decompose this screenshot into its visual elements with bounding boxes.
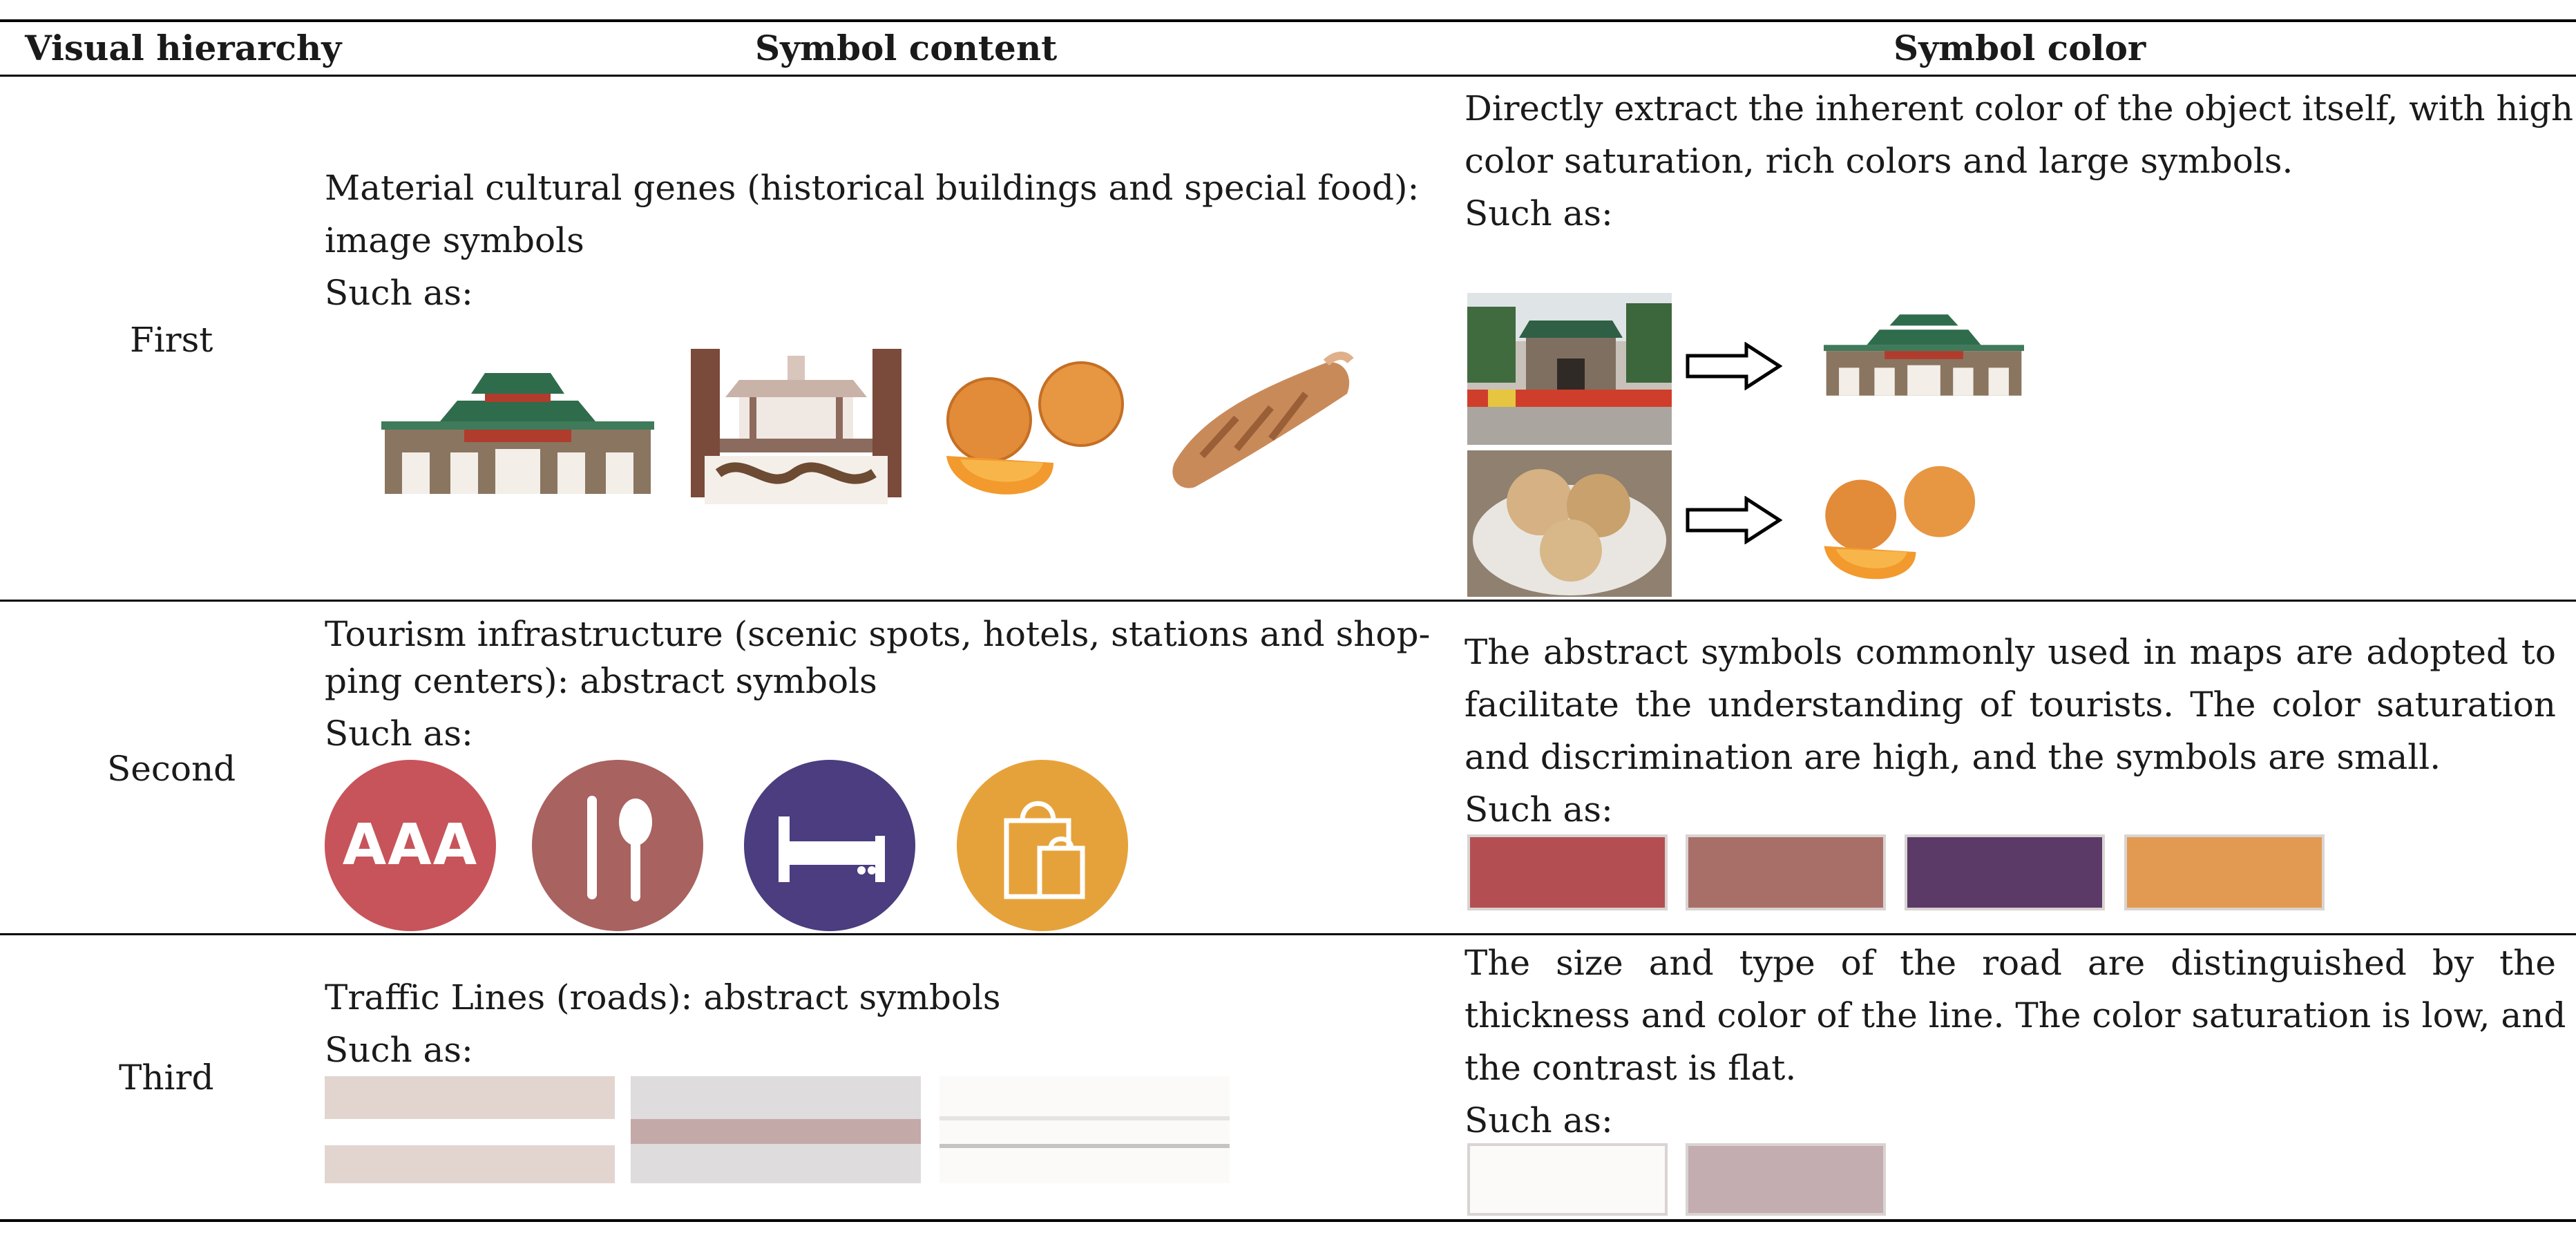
row1-color-line2: color saturation, rich colors and large symbols. [1464, 141, 2293, 181]
road-line-wide [325, 1076, 615, 1183]
row1-divider [0, 600, 2576, 602]
row3-color-line4: Such as: [1464, 1100, 1613, 1140]
bottom-rule [0, 1219, 2576, 1222]
row2-divider [0, 933, 2576, 935]
row3-color-line2: thickness and color of the line. The color saturation is low, and [1464, 995, 2566, 1035]
gate-photo [1467, 293, 1672, 445]
header-rule [0, 75, 2576, 77]
row1-content-line1: Material cultural genes (historical buildings and special food): [325, 168, 1420, 208]
row3-content-line1: Traffic Lines (roads): abstract symbols [325, 977, 1001, 1017]
archway-gate-small-icon [1824, 314, 2024, 396]
color-swatch [1905, 834, 2105, 910]
shopping-bag-icon [957, 760, 1128, 931]
color-swatch [2124, 834, 2325, 910]
scenic-spot-label: AAA [342, 812, 479, 878]
row2-color-line3: and discrimination are high, and the symbols are small. [1464, 737, 2441, 777]
level-second: Second [107, 749, 236, 789]
road-line-medium [631, 1076, 921, 1183]
color-swatch [1467, 834, 1668, 910]
row2-content-line3: Such as: [325, 714, 473, 754]
top-rule [0, 19, 2576, 22]
row1-content-line2: image symbols [325, 220, 584, 260]
arrow-right-icon [1686, 496, 1782, 544]
row3-content-line2: Such as: [325, 1030, 473, 1070]
row2-color-line2: facilitate the understanding of tourists. The color saturation [1464, 685, 2556, 725]
row1-color-line3: Such as: [1464, 193, 1613, 233]
row2-color-line1: The abstract symbols commonly used in maps are adopted to [1464, 632, 2556, 672]
row1-content-line3: Such as: [325, 273, 473, 313]
arrow-right-icon [1686, 342, 1782, 390]
sesame-ball-small-icon [1818, 461, 1984, 589]
row1-color-line1: Directly extract the inherent color of the object itself, with high [1464, 88, 2573, 128]
hotel-bed-icon [744, 760, 915, 931]
scenic-spot-aaa-icon [325, 760, 496, 931]
sesame-photo [1467, 450, 1672, 597]
color-swatch [1686, 834, 1886, 910]
row2-content-line1: Tourism infrastructure (scenic spots, hotels, stations and shop- [325, 614, 1431, 654]
row2-color-line4: Such as: [1464, 790, 1613, 830]
header-visual-hierarchy: Visual hierarchy [25, 28, 342, 68]
sesame-ball-icon [939, 359, 1133, 504]
level-first: First [130, 320, 213, 360]
road-line-thin [939, 1076, 1230, 1183]
color-swatch [1686, 1143, 1886, 1216]
header-symbol-color: Symbol color [1893, 28, 2146, 68]
archway-gate-icon [381, 373, 654, 494]
level-third: Third [119, 1058, 214, 1098]
color-swatch [1467, 1143, 1668, 1216]
row2-content-line2: ping centers): abstract symbols [325, 661, 877, 701]
row3-color-line3: the contrast is flat. [1464, 1048, 1797, 1088]
dining-icon [532, 760, 703, 931]
header-symbol-content: Symbol content [755, 28, 1058, 68]
pavilion-gate-icon [691, 342, 901, 504]
pastry-roll-icon [1161, 345, 1357, 497]
row3-color-line1: The size and type of the road are distinguished by the [1464, 943, 2556, 983]
